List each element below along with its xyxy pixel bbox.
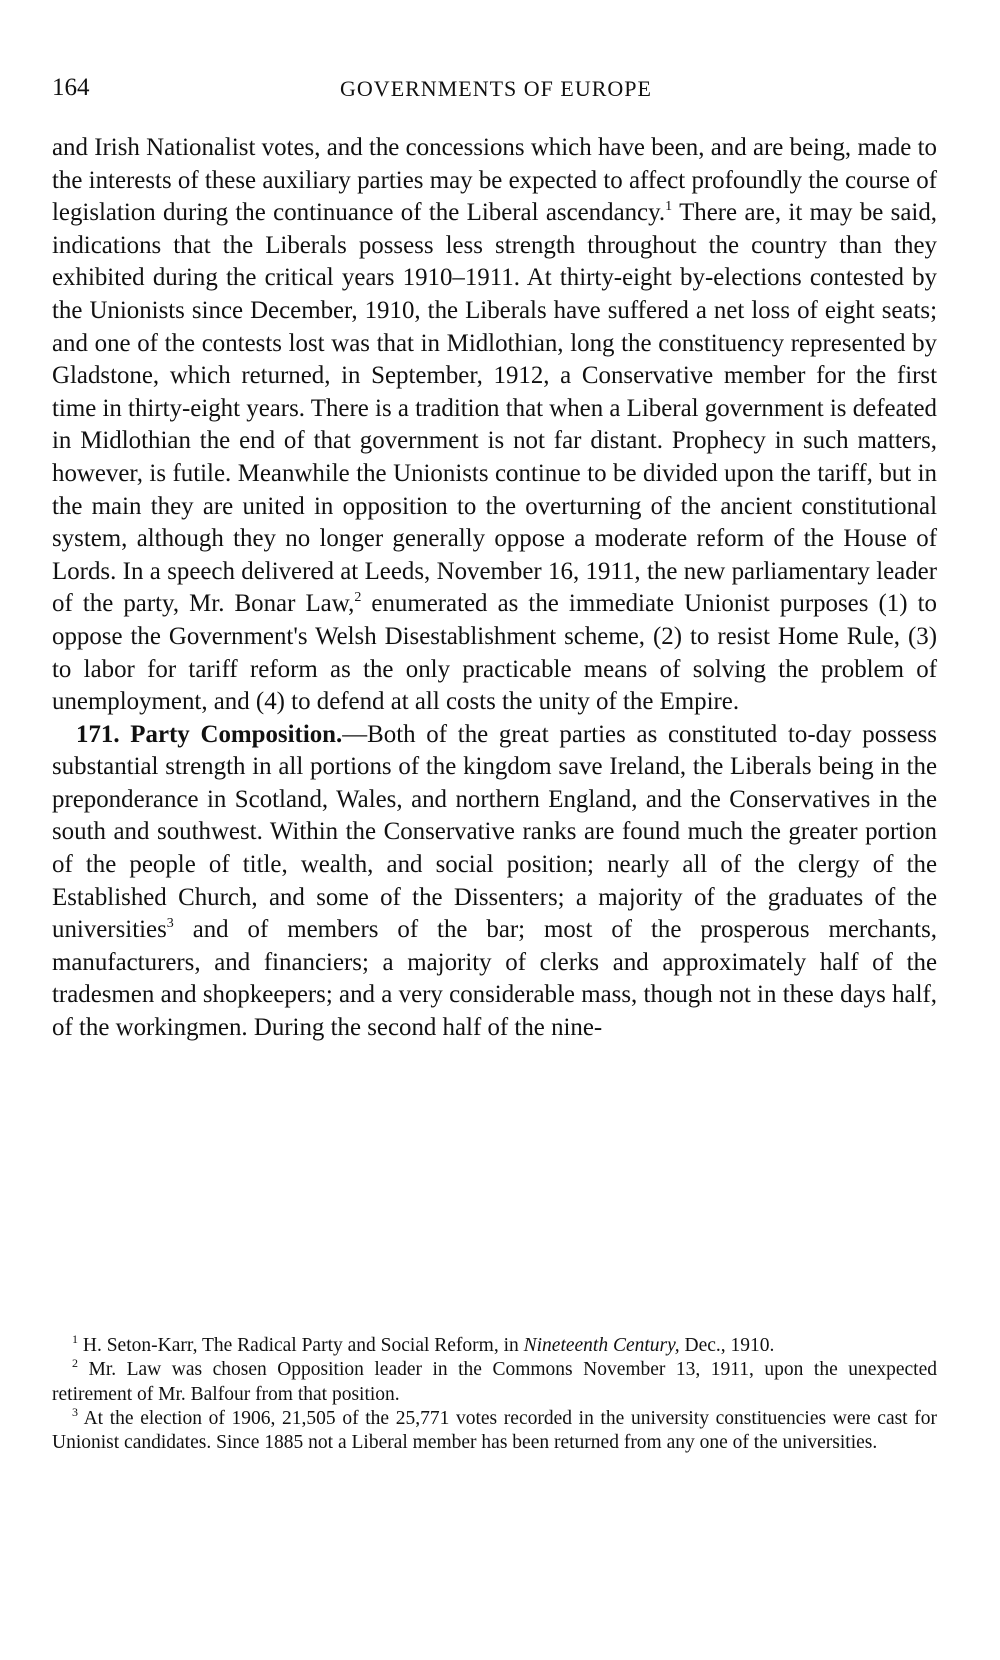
footnote-1 xyxy=(52,1334,937,1358)
page-number: 164 xyxy=(52,74,90,101)
body-text xyxy=(52,132,937,1045)
running-head: GOVERNMENTS OF EUROPE xyxy=(340,76,652,101)
footnote-text: At the election of 1906, 21,505 of the 25,771 votes recorded in the university constituencies were cast for Unionist candidates. Since 1885 not a Liberal member has been returned from any one of the universities. xyxy=(52,1407,937,1454)
footnote-ref-1: 1 xyxy=(665,199,673,215)
footnote-text: Dec., 1910. xyxy=(679,1335,775,1356)
footnote-journal-title: Nineteenth Century, xyxy=(523,1335,680,1356)
paragraph-text: and Irish Nationalist votes, and the concessions which have been, and are being, made to the interests of these auxiliary parties may be expected to affect profoundly the course of legislation during the continuance of the Liberal ascendancy. xyxy=(52,134,937,227)
paragraph-continuation xyxy=(52,132,937,719)
paragraph-text: —Both of the great parties as constituted to-day possess substantial strength in all portions of the kingdom save Ireland, the Liberals being in the preponderance in Scotland, Wales, and northern England, and the Conservatives in the south and southwest. Within the Conservative ranks are found much the greater portion of the people of title, wealth, and social position; nearly all of the clergy of the Established Church, and some of the Dissenters; a majority of the graduates of the universities xyxy=(52,720,937,944)
footnote-3 xyxy=(52,1404,937,1456)
footnotes xyxy=(52,1334,937,1455)
footnote-2 xyxy=(52,1358,937,1407)
paragraph-text: enumerated as the immediate Unionist purposes (1) to oppose the Government's Welsh Disestablishment scheme, (2) to resist Home Rule, (3) to labor for tariff reform as the only practicable means of solving the problem of unemployment, and (4) to defend at all costs the unity of the Empire. xyxy=(52,590,937,716)
paragraph-party-composition xyxy=(52,719,937,1045)
section-heading: 171. Party Composition. xyxy=(76,720,343,748)
footnote-ref-2: 2 xyxy=(354,590,362,606)
page-header xyxy=(52,74,940,108)
paragraph-text: There are, it may be said, indications that the Liberals possess less strength throughout the country than they exhibited during the critical years 1910–1911. At thirty-eight by-elections contested by the Unionists since December, 1910, the Liberals have suffered a net loss of eight seats; and one of the contests lost was that in Midlothian, long the constituency represented by Gladstone, which returned, in September, 1912, a Conservative member for the first time in thirty-eight years. There is a tradition that when a Liberal government is defeated in Midlothian the end of that government is not far distant. Prophecy in such matters, however, is futile. Meanwhile the Unionists continue to be divided upon the tariff, but in the main they are united in opposition to the overturning of the ancient constitutional system, although they no longer generally oppose a moderate reform of the House of Lords. In a speech delivered at Leeds, November 16, 1911, the new parliamentary leader of the party, Mr. Bonar Law, xyxy=(52,199,937,618)
footnote-mark: 2 xyxy=(72,1356,78,1371)
paragraph-text: and of members of the bar; most of the prosperous merchants, manufacturers, and financiers; a majority of clerks and approximately half of the tradesmen and shopkeepers; and a very considerable mass, though not in these days half, of the workingmen. During the second half of the nine- xyxy=(52,916,937,1042)
footnote-text: Mr. Law was chosen Opposition leader in the Commons November 13, 1911, upon the unexpected retirement of Mr. Balfour from that position. xyxy=(52,1359,938,1405)
footnote-text: H. Seton-Karr, The Radical Party and Social Reform, in xyxy=(82,1335,524,1356)
footnote-mark: 1 xyxy=(72,1332,78,1346)
footnote-mark: 3 xyxy=(72,1404,78,1419)
footnote-ref-3: 3 xyxy=(166,916,174,932)
